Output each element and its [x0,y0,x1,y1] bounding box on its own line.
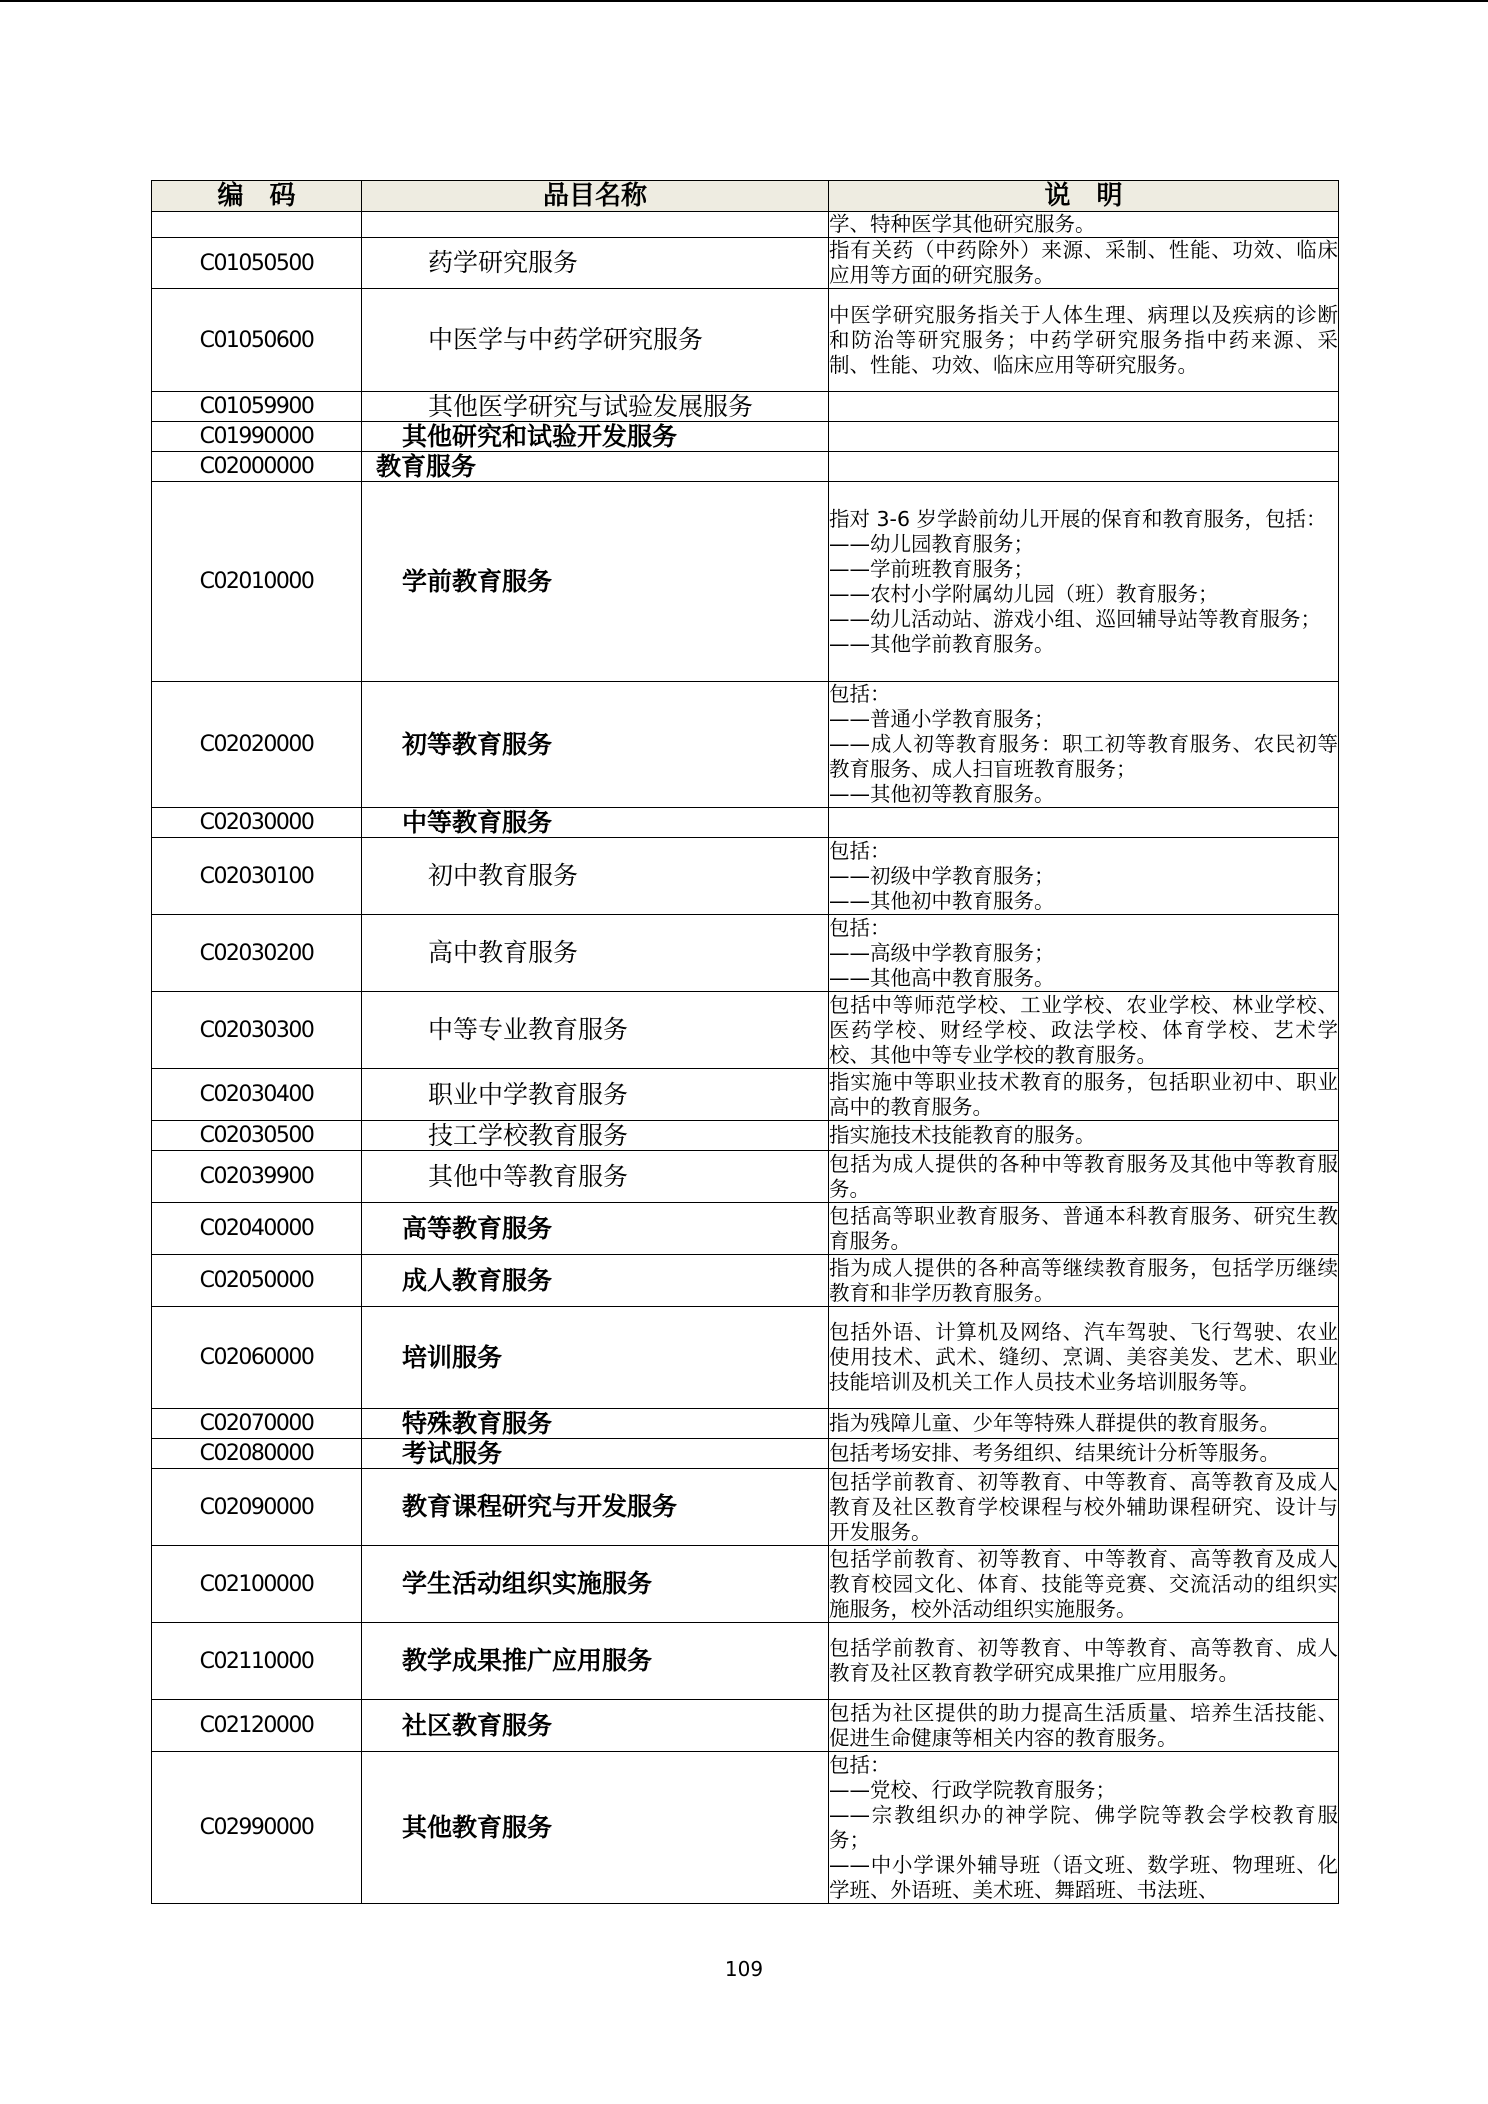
row-item-name: 成人教育服务 [362,1255,829,1307]
table-row [152,1203,1339,1255]
row-item-name: 技工学校教育服务 [362,1121,829,1151]
header-code: 编 码 [152,181,362,212]
row-code: C02050000 [152,1255,362,1307]
row-description: 指为成人提供的各种高等继续教育服务，包括学历继续教育和非学历教育服务。 [829,1255,1338,1305]
table-header-row [152,181,1339,212]
table-row [152,1546,1339,1623]
table-row [152,1307,1339,1409]
page-number: 109 [724,1957,764,1981]
row-description: 包括学前教育、初等教育、中等教育、高等教育及成人教育校园文化、体育、技能等竞赛、交流活动的组织实施服务，校外活动组织实施服务。 [829,1546,1338,1621]
table-row [152,1623,1339,1700]
row-item-name: 社区教育服务 [362,1700,829,1752]
row-code: C02030200 [152,915,362,992]
row-item-name: 中等教育服务 [362,808,829,838]
row-item-name: 职业中学教育服务 [362,1069,829,1121]
row-item-name: 教育服务 [362,452,829,482]
header-name: 品目名称 [362,181,829,212]
row-code: C02030000 [152,808,362,838]
row-item-name: 教学成果推广应用服务 [362,1623,829,1700]
row-description: 包括学前教育、初等教育、中等教育、高等教育、成人教育及社区教育教学研究成果推广应用服务。 [829,1623,1339,1700]
row-code: C01050500 [152,238,362,289]
row-description [829,392,1339,422]
table-row [152,1409,1339,1439]
row-code: C01990000 [152,422,362,452]
row-item-name: 高等教育服务 [362,1203,829,1255]
row-code: C01050600 [152,289,362,392]
table-row [152,452,1339,482]
row-code: C02070000 [152,1409,362,1439]
table-row [152,915,1339,992]
row-item-name: 药学研究服务 [362,238,829,289]
row-description: 指有关药（中药除外）来源、采制、性能、功效、临床应用等方面的研究服务。 [829,238,1338,287]
row-code: C02990000 [152,1752,362,1904]
table-body [152,212,1339,1904]
row-code [152,212,362,238]
row-item-name: 学前教育服务 [362,482,829,682]
row-description: 中医学研究服务指关于人体生理、病理以及疾病的诊断和防治等研究服务；中药学研究服务指中药来源、采制、性能、功效、临床应用等研究服务。 [829,289,1339,392]
row-description: 包括为社区提供的助力提高生活质量、培养生活技能、促进生命健康等相关内容的教育服务。 [829,1700,1338,1750]
row-item-name: 高中教育服务 [362,915,829,992]
row-code: C02020000 [152,682,362,808]
row-code: C02120000 [152,1700,362,1752]
row-description: 指实施中等职业技术教育的服务，包括职业初中、职业高中的教育服务。 [829,1069,1338,1119]
row-item-name: 初中教育服务 [362,838,829,915]
row-code: C02010000 [152,482,362,682]
table-row [152,392,1339,422]
row-description: 指为残障儿童、少年等特殊人群提供的教育服务。 [829,1409,1339,1439]
row-item-name: 教育课程研究与开发服务 [362,1469,829,1546]
table-row [152,1121,1339,1151]
row-code: C02000000 [152,452,362,482]
table-row [152,1151,1339,1203]
row-description: 包括外语、计算机及网络、汽车驾驶、飞行驾驶、农业使用技术、武术、缝纫、烹调、美容美发、艺术、职业技能培训及机关工作人员技术业务培训服务等。 [829,1307,1339,1409]
row-description [829,452,1339,482]
row-item-name: 考试服务 [362,1439,829,1469]
row-code: C02030400 [152,1069,362,1121]
table-row [152,1752,1339,1904]
row-code: C02110000 [152,1623,362,1700]
catalog-table [151,180,1339,1904]
table-row [152,838,1339,915]
row-description: 指实施技术技能教育的服务。 [829,1121,1339,1151]
table-row [152,238,1339,289]
row-code: C02080000 [152,1439,362,1469]
table-row [152,1439,1339,1469]
table-row [152,808,1339,838]
row-description: 指对 3-6 岁学龄前幼儿开展的保育和教育服务，包括： ——幼儿园教育服务； ——学前班教育服务； ——农村小学附属幼儿园（班）教育服务； ——幼儿活动站、游戏小组、巡回辅导站等教育服务； ——其他学前教育服务。 [829,482,1339,682]
row-item-name: 其他教育服务 [362,1752,829,1904]
row-item-name: 中等专业教育服务 [362,992,829,1069]
table-row [152,482,1339,682]
row-description: 包括为成人提供的各种中等教育服务及其他中等教育服务。 [829,1151,1338,1201]
table-row [152,1469,1339,1546]
row-description: 包括高等职业教育服务、普通本科教育服务、研究生教育服务。 [829,1203,1338,1253]
row-item-name: 其他研究和试验开发服务 [362,422,829,452]
row-description: 包括： ——党校、行政学院教育服务； ——宗教组织办的神学院、佛学院等教会学校教育服务； ——中小学课外辅导班（语文班、数学班、物理班、化学班、外语班、美术班、舞蹈班、书法班、 [829,1752,1338,1902]
row-item-name: 中医学与中药学研究服务 [362,289,829,392]
table-row [152,1255,1339,1307]
row-item-name: 学生活动组织实施服务 [362,1546,829,1623]
table-row [152,289,1339,392]
row-item-name: 其他医学研究与试验发展服务 [362,392,829,422]
row-code: C02030300 [152,992,362,1069]
header-description: 说 明 [829,181,1339,212]
row-code: C02030100 [152,838,362,915]
table-row [152,212,1339,238]
row-description [829,422,1339,452]
page-top-border [0,0,1488,2]
row-description: 包括： ——高级中学教育服务； ——其他高中教育服务。 [829,915,1339,992]
table-row [152,422,1339,452]
row-item-name: 特殊教育服务 [362,1409,829,1439]
row-description [829,808,1339,838]
table-row [152,1069,1339,1121]
row-code: C02060000 [152,1307,362,1409]
row-code: C02100000 [152,1546,362,1623]
row-code: C02030500 [152,1121,362,1151]
row-code: C02039900 [152,1151,362,1203]
row-description: 学、特种医学其他研究服务。 [829,212,1339,238]
row-code: C02090000 [152,1469,362,1546]
row-item-name: 其他中等教育服务 [362,1151,829,1203]
row-item-name [362,212,829,238]
row-description: 包括学前教育、初等教育、中等教育、高等教育及成人教育及社区教育学校课程与校外辅助课程研究、设计与开发服务。 [829,1469,1338,1544]
row-description: 包括考场安排、考务组织、结果统计分析等服务。 [829,1439,1339,1469]
table-row [152,682,1339,808]
table-row [152,1700,1339,1752]
row-description: 包括： ——初级中学教育服务； ——其他初中教育服务。 [829,838,1339,915]
row-item-name: 培训服务 [362,1307,829,1409]
row-item-name: 初等教育服务 [362,682,829,808]
row-description: 包括中等师范学校、工业学校、农业学校、林业学校、医药学校、财经学校、政法学校、体育学校、艺术学校、其他中等专业学校的教育服务。 [829,992,1338,1067]
row-code: C02040000 [152,1203,362,1255]
table-row [152,992,1339,1069]
row-description: 包括： ——普通小学教育服务； ——成人初等教育服务：职工初等教育服务、农民初等教育服务、成人扫盲班教育服务； ——其他初等教育服务。 [829,682,1338,806]
row-code: C01059900 [152,392,362,422]
